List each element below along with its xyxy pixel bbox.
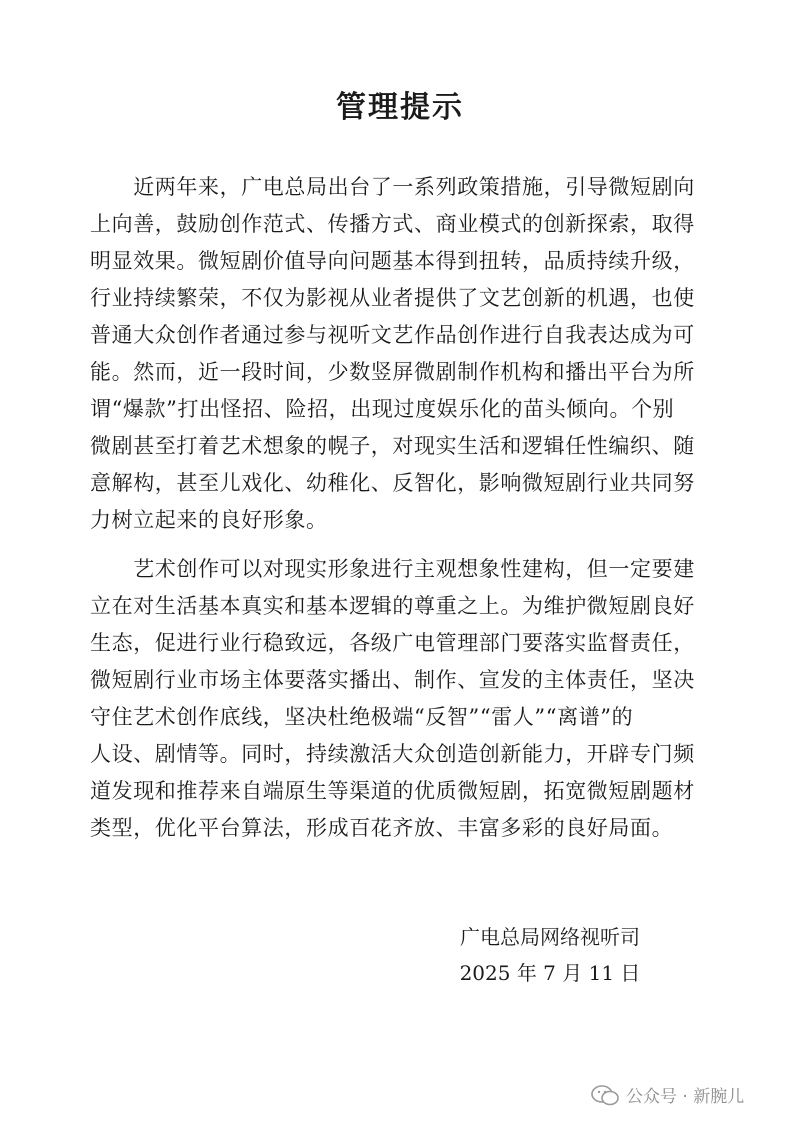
body-line: 艺术创作可以对现实形象进行主观想象性建构，但一定要建 [90,557,695,581]
watermark-text: 公众号 · 新腕儿 [626,1087,745,1107]
issue-date: 2025 年 7 月 11 日 [459,961,641,985]
body-line: 上向善，鼓励创作范式、传播方式、商业模式的创新探索，取得 [90,212,695,236]
body-line: 生态，促进行业行稳致远，各级广电管理部门要落实监督责任， [90,631,695,655]
document-title: 管理提示 [336,90,464,125]
body-line: 守住艺术创作底线，坚决杜绝极端“反智”“雷人”“离谱”的 [90,705,634,729]
body-line: 能。然而，近一段时间，少数竖屏微剧制作机构和播出平台为所 [90,360,695,384]
body-line: 意解构，甚至儿戏化、幼稚化、反智化，影响微短剧行业共同努 [90,471,695,495]
body-line: 类型，优化平台算法，形成百花齐放、丰富多彩的良好局面。 [90,816,674,840]
body-line: 人设、剧情等。同时，持续激活大众创造创新能力，开辟专门频 [90,742,695,766]
body-line: 谓“爆款”打出怪招、险招，出现过度娱乐化的苗头倾向。个别 [90,397,675,421]
watermark [590,1082,744,1107]
body-line: 立在对生活基本真实和基本逻辑的尊重之上。为维护微短剧良好 [90,594,695,618]
body-line: 明显效果。微短剧价值导向问题基本得到扭转，品质持续升级， [90,249,695,273]
body-line: 微剧甚至打着艺术想象的幌子，对现实生活和逻辑任性编织、随 [90,434,695,458]
body-line: 近两年来，广电总局出台了一系列政策措施，引导微短剧向 [90,175,695,199]
wechat-official-account-icon [590,1084,620,1106]
body-line: 微短剧行业市场主体要落实播出、制作、宣发的主体责任，坚决 [90,668,695,692]
body-line: 普通大众创作者通过参与视听文艺作品创作进行自我表达成为可 [90,323,695,347]
body-line: 行业持续繁荣，不仅为影视从业者提供了文艺创新的机遇，也使 [90,286,695,310]
issuer-org: 广电总局网络视听司 [460,925,640,949]
body-line: 力树立起来的良好形象。 [90,508,328,532]
body-line: 道发现和推荐来自端原生等渠道的优质微短剧，拓宽微短剧题材 [90,779,695,803]
